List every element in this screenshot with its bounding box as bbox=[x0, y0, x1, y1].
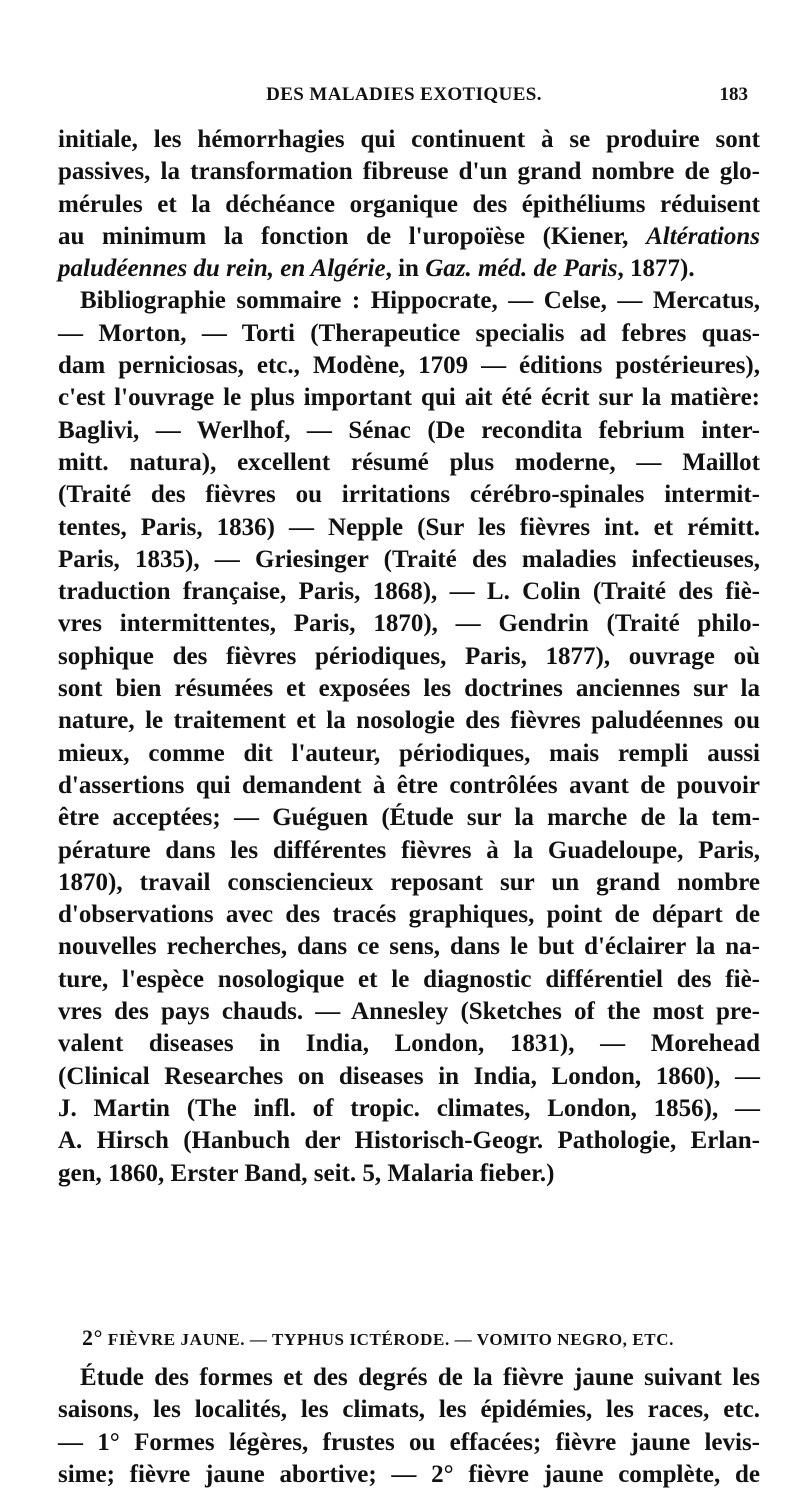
text-line: mérules et la déchéance organique des épithéliums réduisent bbox=[58, 190, 760, 218]
text-line: saisons, les localités, les climats, les épidémies, les races, etc. bbox=[58, 1396, 760, 1424]
text-line: mitt. natura), excellent résumé plus moderne, — Maillot bbox=[58, 448, 760, 476]
text-line: Baglivi, — Werlhof, — Sénac (De recondita febrium inter- bbox=[58, 416, 760, 444]
section-number: 2° bbox=[82, 1325, 103, 1350]
text-line bbox=[58, 221, 760, 253]
text-span-italic: paludéennes du rein, en Algérie bbox=[58, 255, 386, 283]
body-text bbox=[58, 124, 760, 1190]
text-line: c'est l'ouvrage le plus important qui ait été écrit sur la matière: bbox=[58, 384, 760, 412]
text-line: tentes, Paris, 1836) — Nepple (Sur les fièvres int. et rémitt. bbox=[58, 513, 760, 541]
section-title: FIÈVRE JAUNE. — TYPHUS ICTÉRODE. — VOMITO NEGRO, ETC. bbox=[107, 1330, 674, 1349]
text-line: Étude des formes et des degrés de la fièvre jaune suivant les bbox=[80, 1364, 760, 1391]
text-line: dam perniciosas, etc., Modène, 1709 — éditions postérieures), bbox=[58, 352, 760, 380]
text-line: vres intermittentes, Paris, 1870), — Gendrin (Traité philo- bbox=[58, 610, 760, 638]
text-line: Paris, 1835), — Griesinger (Traité des maladies infectieuses, bbox=[58, 545, 760, 573]
text-line: gen, 1860, Erster Band, seit. 5, Malaria fieber.) bbox=[58, 1159, 555, 1187]
section-heading bbox=[82, 1325, 722, 1351]
text-span: , in bbox=[385, 255, 426, 283]
text-span-italic: Altérations bbox=[646, 222, 760, 250]
text-span-italic: Gaz. méd. de Paris bbox=[425, 255, 618, 283]
text-line: traduction française, Paris, 1868), — L. Colin (Traité des fiè- bbox=[58, 578, 760, 606]
text-line: passives, la transformation fibreuse d'un grand nombre de glo- bbox=[58, 158, 760, 186]
text-line: (Traité des fièvres ou irritations cérébro-spinales intermit- bbox=[58, 481, 760, 509]
text-line: J. Martin (The infl. of tropic. climates, London, 1856), — bbox=[58, 1094, 760, 1122]
text-line: d'assertions qui demandent à être contrôlées avant de pouvoir bbox=[58, 771, 760, 799]
text-line: mieux, comme dit l'auteur, périodiques, mais rempli aussi bbox=[58, 739, 760, 767]
running-head: DES MALADIES EXOTIQUES. bbox=[266, 84, 542, 105]
page-number: 183 bbox=[719, 84, 748, 105]
text-line: sime; fièvre jaune abortive; — 2° fièvre jaune complète, de bbox=[58, 1460, 760, 1488]
text-line: vres des pays chauds. — Annesley (Sketches of the most pre- bbox=[58, 998, 760, 1026]
body-text-continued bbox=[58, 1362, 760, 1491]
text-line bbox=[58, 253, 760, 285]
text-line: pérature dans les différentes fièvres à la Guadeloupe, Paris, bbox=[58, 836, 760, 864]
text-span: , 1877). bbox=[617, 255, 695, 283]
page-header bbox=[60, 84, 748, 114]
text-line: d'observations avec des tracés graphiques, point de départ de bbox=[58, 901, 760, 929]
text-line: valent diseases in India, London, 1831), — Morehead bbox=[58, 1030, 760, 1058]
text-line: ture, l'espèce nosologique et le diagnostic différentiel des fiè- bbox=[58, 965, 760, 993]
text-line: sont bien résumées et exposées les doctrines anciennes sur la bbox=[58, 675, 760, 703]
text-line: — 1° Formes légères, frustes ou effacées; fièvre jaune levis- bbox=[58, 1428, 760, 1456]
text-line: A. Hirsch (Hanbuch der Historisch-Geogr. Pathologie, Erlan- bbox=[58, 1127, 760, 1155]
text-line: initiale, les hémorrhagies qui continuent à se produire sont bbox=[58, 126, 760, 153]
text-line: Bibliographie sommaire : Hippocrate, — Celse, — Mercatus, bbox=[80, 287, 760, 315]
text-line: — Morton, — Torti (Therapeutice specialis ad febres quas- bbox=[58, 319, 760, 347]
text-line: (Clinical Researches on diseases in India, London, 1860), — bbox=[58, 1062, 760, 1090]
text-line: nouvelles recherches, dans ce sens, dans le but d'éclairer la na- bbox=[58, 933, 760, 961]
text-line: sophique des fièvres périodiques, Paris, 1877), ouvrage où bbox=[58, 642, 760, 670]
text-span: au minimum la fonction de l'uropoïèse (Kiener, bbox=[58, 222, 647, 250]
text-line: être acceptées; — Guéguen (Étude sur la marche de la tem- bbox=[58, 804, 760, 832]
text-line: 1870), travail consciencieux reposant sur un grand nombre bbox=[58, 868, 760, 896]
text-line: nature, le traitement et la nosologie des fièvres paludéennes ou bbox=[58, 707, 760, 735]
